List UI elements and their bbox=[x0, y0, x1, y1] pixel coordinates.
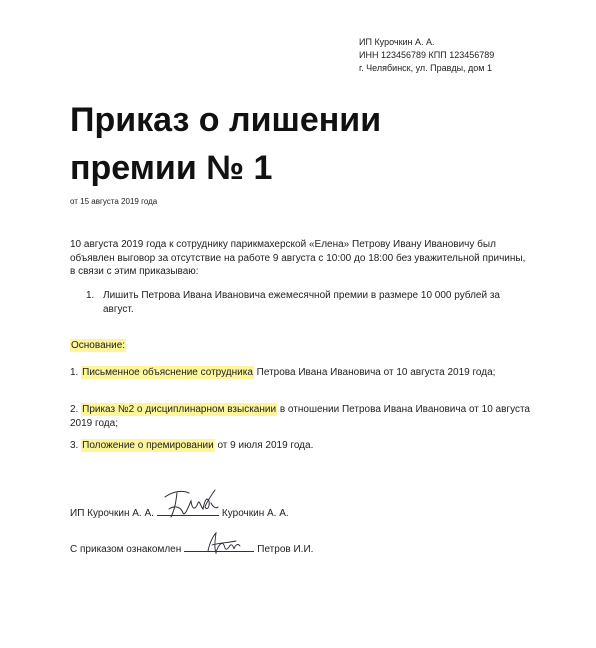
handwritten-signature-icon bbox=[161, 487, 219, 521]
basis-item bbox=[70, 366, 530, 380]
basis-item-number: 1. bbox=[70, 367, 79, 378]
org-ids: ИНН 123456789 КПП 123456789 bbox=[359, 50, 495, 60]
basis-item-number: 2. bbox=[70, 404, 79, 415]
basis-item-text: в отношении Петрова Ивана Ивановича от 10 августа 2019 года; bbox=[70, 404, 530, 429]
issuer-label: ИП Курочкин А. А. bbox=[70, 508, 154, 519]
basis-item bbox=[70, 403, 530, 430]
ack-signature-line bbox=[184, 549, 254, 552]
org-address: г. Челябинск, ул. Правды, дом 1 bbox=[359, 63, 492, 73]
organization-block bbox=[359, 36, 494, 75]
handwritten-signature-icon bbox=[202, 531, 242, 557]
issuer-name: Курочкин А. А. bbox=[221, 508, 289, 519]
issuer-signature-row bbox=[70, 490, 289, 520]
acknowledgement-signature-row bbox=[70, 528, 313, 556]
document-date: от 15 августа 2019 года bbox=[70, 197, 158, 206]
basis-item-text: Петрова Ивана Ивановича от 10 августа 2019 года; bbox=[253, 367, 496, 378]
order-list-item bbox=[86, 289, 506, 316]
org-name: ИП Курочкин А. А. bbox=[359, 37, 435, 47]
title-line-2: премии № 1 bbox=[70, 149, 273, 187]
issuer-signature-line bbox=[157, 513, 219, 516]
title-line-1: Приказ о лишении bbox=[70, 101, 382, 139]
basis-item-highlight: Письменное объяснение сотрудника bbox=[82, 367, 253, 378]
basis-item bbox=[70, 439, 530, 453]
basis-heading bbox=[70, 339, 530, 353]
list-item-number: 1. bbox=[86, 290, 95, 301]
intro-paragraph: 10 августа 2019 года к сотруднику парикмахерской «Елена» Петрову Ивану Ивановичу был объявлен выговор за отсутствие на работе 9 августа с 10:00 до 18:00 без уважительной причины, в связи с этим приказываю: bbox=[70, 239, 526, 277]
basis-title: Основание: bbox=[71, 340, 126, 351]
document-title bbox=[70, 96, 550, 192]
list-item-text: Лишить Петрова Ивана Ивановича ежемесячной премии в размере 10 000 рублей за август. bbox=[103, 290, 500, 315]
basis-item-highlight: Положение о премировании bbox=[82, 440, 214, 451]
basis-item-text: от 9 июля 2019 года. bbox=[214, 440, 314, 451]
ack-label: С приказом ознакомлен bbox=[70, 544, 182, 555]
ack-name: Петров И.И. bbox=[257, 544, 314, 555]
basis-item-highlight: Приказ №2 о дисциплинарном взыскании bbox=[82, 404, 277, 415]
basis-item-number: 3. bbox=[70, 440, 79, 451]
